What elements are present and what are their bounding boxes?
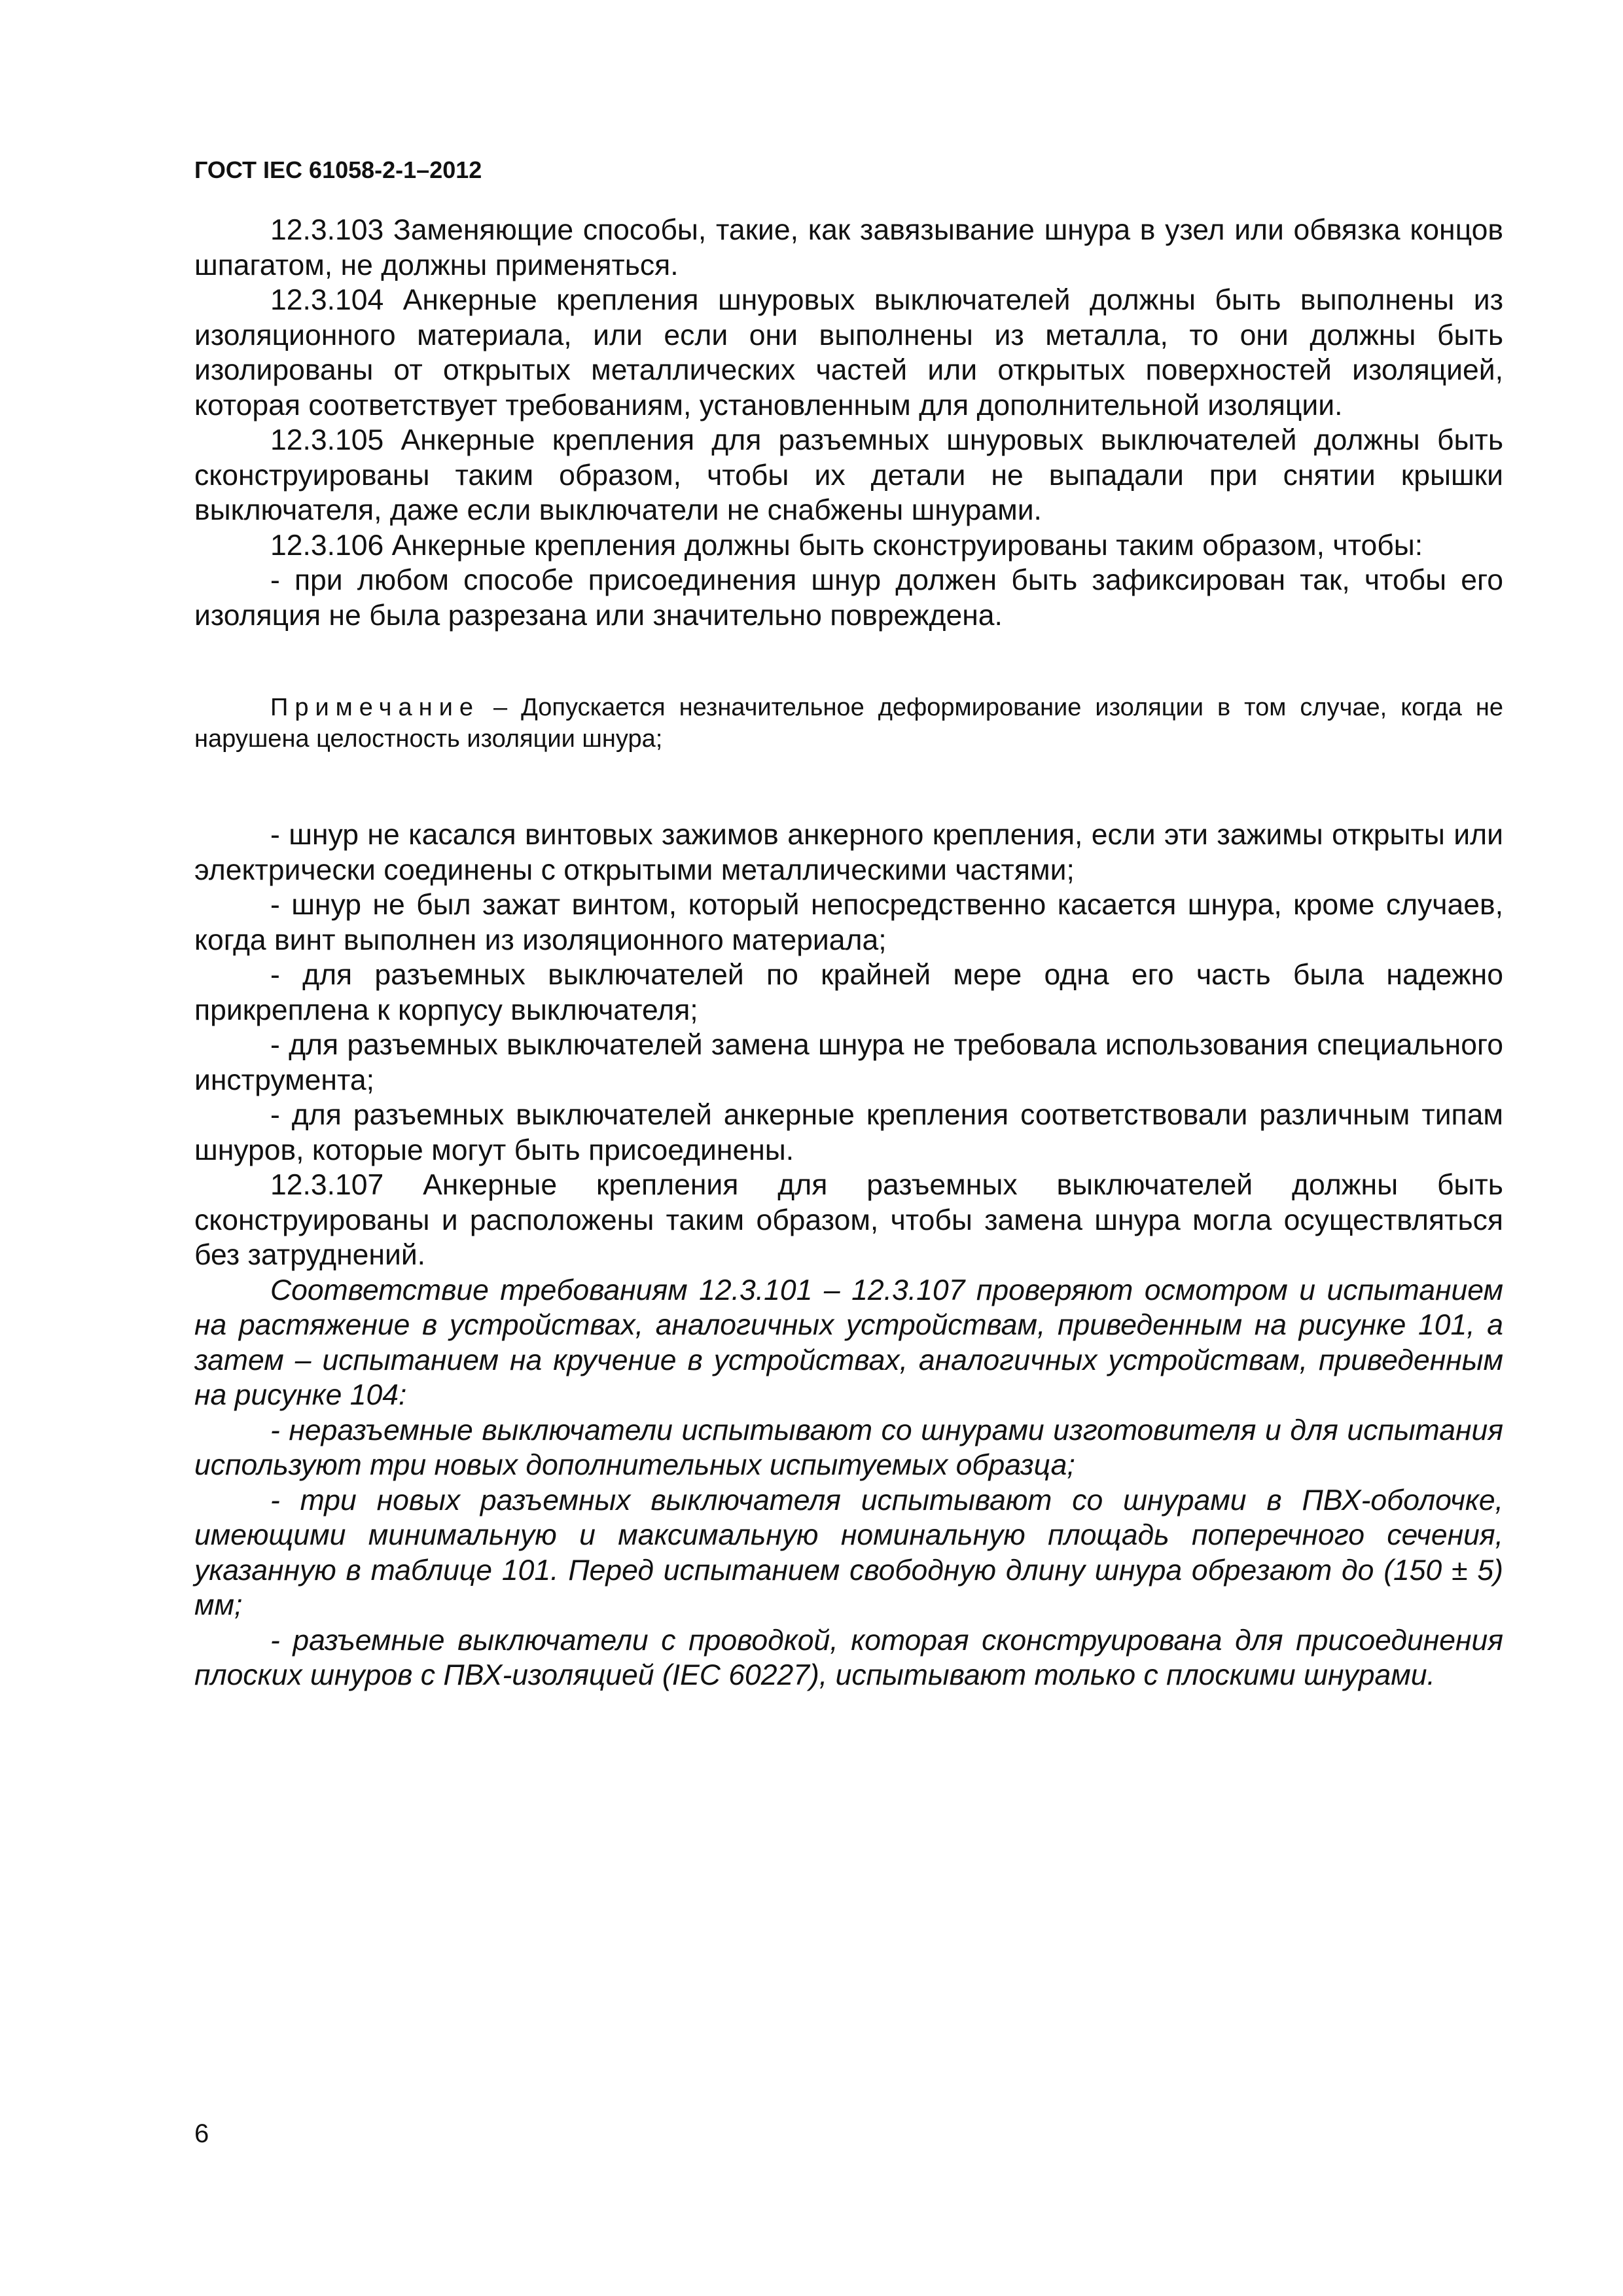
list-item: - для разъемных выключателей по крайней мере одна его часть была надежно прикреплена к корпусу выключателя;	[194, 959, 1503, 1026]
list-item: - для разъемных выключателей замена шнура не требовала использования специального инструмента;	[194, 1029, 1503, 1096]
list-item: - шнур не касался винтовых зажимов анкерного крепления, если эти зажимы открыты или электрически соединены с открытыми металлическими частями;	[194, 819, 1503, 886]
note-block	[194, 692, 1503, 755]
list-item: - три новых разъемных выключателя испытывают со шнурами в ПВХ-оболочке, имеющими минимальную и максимальную номинальную площадь поперечного сечения, указанную в таблице 101. Перед испытанием свободную длину шнура обрезают до (150 ± 5) мм;	[194, 1484, 1503, 1621]
standard-code-header: ГОСТ IEC 61058-2-1–2012	[194, 156, 482, 183]
paragraph-12-3-103: 12.3.103 Заменяющие способы, такие, как завязывание шнура в узел или обвязка концов шпагатом, не должны применяться.	[194, 214, 1503, 281]
paragraph-12-3-106: 12.3.106 Анкерные крепления должны быть сконструированы таким образом, чтобы:	[270, 529, 1423, 562]
list-item: - для разъемных выключателей анкерные крепления соответствовали различным типам шнуров, которые могут быть присоединены.	[194, 1099, 1503, 1166]
list-item: - разъемные выключатели с проводкой, которая сконструирована для присоединения плоских шнуров с ПВХ-изоляцией (IEC 60227), испытывают только с плоскими шнурами.	[194, 1624, 1503, 1691]
page-number: 6	[194, 2119, 209, 2148]
note-label: Примечание	[270, 694, 480, 721]
note-text: – Допускается незначительное деформирование изоляции в том случае, когда не нарушена целостность изоляции шнура;	[194, 694, 1503, 753]
compliance-paragraph: Соответствие требованиям 12.3.101 – 12.3.107 проверяют осмотром и испытанием на растяжение в устройствах, аналогичных устройствам, приведенным на рисунке 101, а затем – испытанием на кручение в устройствах, аналогичных устройствам, приведенным на рисунке 104:	[194, 1274, 1503, 1411]
list-item: - при любом способе присоединения шнур должен быть зафиксирован так, чтобы его изоляция не была разрезана или значительно повреждена.	[194, 564, 1503, 632]
paragraph-12-3-107: 12.3.107 Анкерные крепления для разъемных выключателей должны быть сконструированы и расположены таким образом, чтобы замена шнура могла осуществляться без затруднений.	[194, 1169, 1503, 1271]
paragraph-12-3-105: 12.3.105 Анкерные крепления для разъемных шнуровых выключателей должны быть сконструированы таким образом, чтобы их детали не выпадали при снятии крышки выключателя, даже если выключатели не снабжены шнурами.	[194, 424, 1503, 526]
paragraph-12-3-104: 12.3.104 Анкерные крепления шнуровых выключателей должны быть выполнены из изоляционного материала, или если они выполнены из металла, то они должны быть изолированы от открытых металлических частей или открытых поверхностей изоляцией, которая соответствует требованиям, установленным для дополнительной изоляции.	[194, 284, 1503, 422]
list-item: - неразъемные выключатели испытывают со шнурами изготовителя и для испытания используют три новых дополнительных испытуемых образца;	[194, 1414, 1503, 1481]
list-item: - шнур не был зажат винтом, который непосредственно касается шнура, кроме случаев, когда винт выполнен из изоляционного материала;	[194, 889, 1503, 956]
document-body	[194, 213, 1503, 1693]
